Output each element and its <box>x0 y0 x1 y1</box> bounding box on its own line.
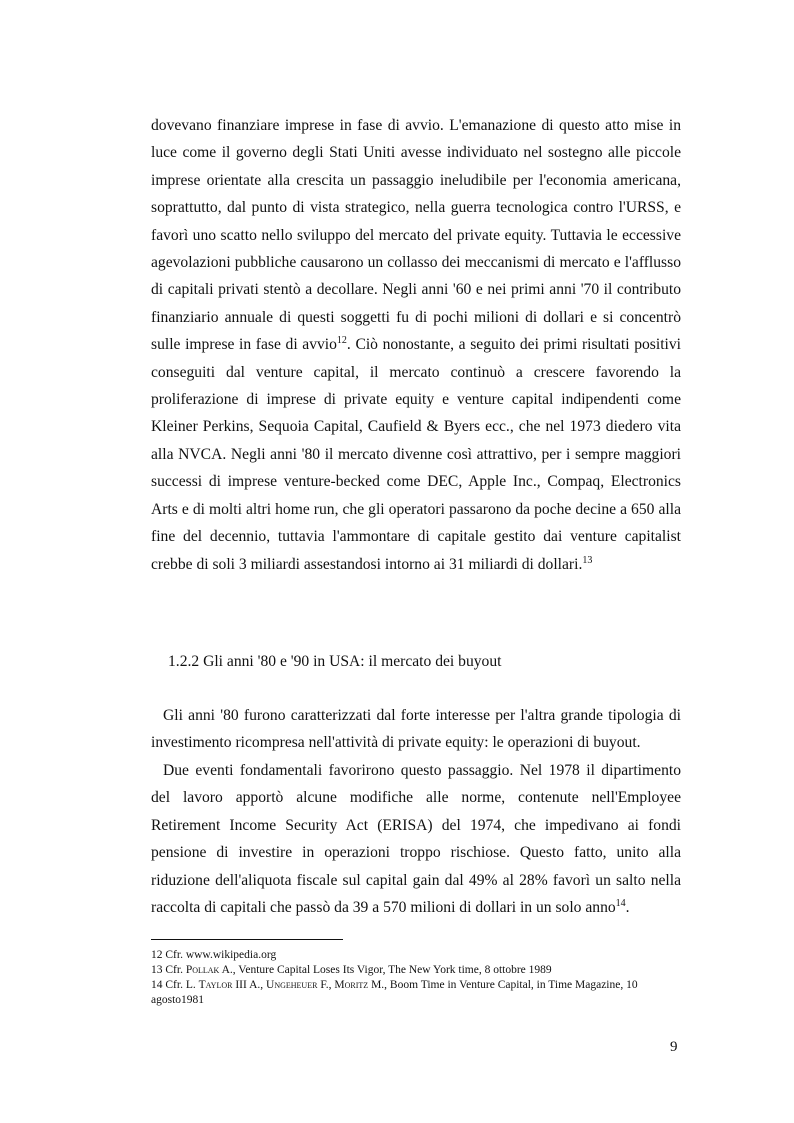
footnote-14-mid-1: III A., <box>232 979 267 991</box>
footnote-12: 12 Cfr. www.wikipedia.org <box>151 949 277 961</box>
footnote-14-rest: M., Boom Time in Venture Capital, in Time Magazine, 10 agosto1981 <box>151 979 638 1006</box>
footnote-14 <box>151 978 681 1008</box>
footnote-14-mid-2: F., <box>317 979 335 991</box>
body-paragraph-1 <box>151 112 681 578</box>
footnote-13-rest: A., Venture Capital Loses Its Vigor, The New York time, 8 ottobre 1989 <box>219 964 552 976</box>
page-number: 9 <box>670 1039 678 1055</box>
footnote-14-author-2: Ungeheuer <box>266 979 318 991</box>
footnote-ref-12[interactable]: 12 <box>336 335 347 347</box>
paragraph-3-end: . <box>625 899 630 917</box>
footnote-14-author-3: Moritz <box>334 979 369 991</box>
paragraph-3-text: Due eventi fondamentali favorirono questo passaggio. Nel 1978 il dipartimento del lavoro apportò alcune modifiche alle norme, contenute nell'Employee Retirement Income Security Act (ERISA) del 1974, che impedivano ai fondi pensione di investire in operazioni troppo rischiose. Questo fatto, unito alla riduzione dell'aliquota fiscale sul capital gain dal 49% al 28% favorì un salto nella raccolta di capitali che passò da 39 a 570 milioni di dollari in un solo anno <box>151 762 681 917</box>
section-heading: 1.2.2 Gli anni '80 e '90 in USA: il mercato dei buyout <box>168 653 502 670</box>
body-paragraph-3 <box>151 757 681 921</box>
footnote-14-prefix: 14 Cfr. L. <box>151 979 199 991</box>
paragraph-1-text-a: dovevano finanziare imprese in fase di avvio. L'emanazione di questo atto mise in luce come il governo degli Stati Uniti avesse individuato nel sostegno alle piccole imprese orientate alla crescita un passaggio ineludibile per l'economia americana, soprattutto, dal punto di vista strategico, nella guerra tecnologica contro l'URSS, e favorì uno scatto nello sviluppo del mercato del private equity. Tuttavia le eccessive agevolazioni pubbliche causarono un collasso dei meccanismi di mercato e l'afflusso di capitali privati stentò a decollare. Negli anni '60 e nei primi anni '70 il contributo finanziario annuale di questi soggetti fu di pochi milioni di dollari e si concentrò sulle imprese in fase di avvio <box>151 117 681 354</box>
footnote-13-author: Pollak <box>185 964 220 976</box>
footnote-ref-14[interactable]: 14 <box>615 897 626 909</box>
footnote-14-author-1: Taylor <box>198 979 233 991</box>
footnote-13 <box>151 963 681 978</box>
footnote-ref-13[interactable]: 13 <box>582 554 593 566</box>
footnote-separator <box>151 939 343 940</box>
paragraph-1-text-b: . Ciò nonostante, a seguito dei primi risultati positivi conseguiti dal venture capital, il mercato continuò a crescere favorendo la proliferazione di imprese di private equity e venture capital indipendenti come Kleiner Perkins, Sequoia Capital, Caufield & Byers ecc., che nel 1973 diedero vita alla NVCA. Negli anni '80 il mercato divenne così attrattivo, per i sempre maggiori successi di imprese venture-becked come DEC, Apple Inc., Compaq, Electronics Arts e di molti altri home run, che gli operatori passarono da poche decine a 650 alla fine del decennio, tuttavia l'ammontare di capitale gestito dai venture capitalist crebbe di soli 3 miliardi assestandosi intorno ai 31 miliardi di dollari. <box>151 336 681 573</box>
body-paragraph-2: Gli anni '80 furono caratterizzati dal forte interesse per l'altra grande tipologia di investimento ricompresa nell'attività di private equity: le operazioni di buyout. <box>151 707 681 752</box>
footnote-13-prefix: 13 Cfr. <box>151 964 186 976</box>
